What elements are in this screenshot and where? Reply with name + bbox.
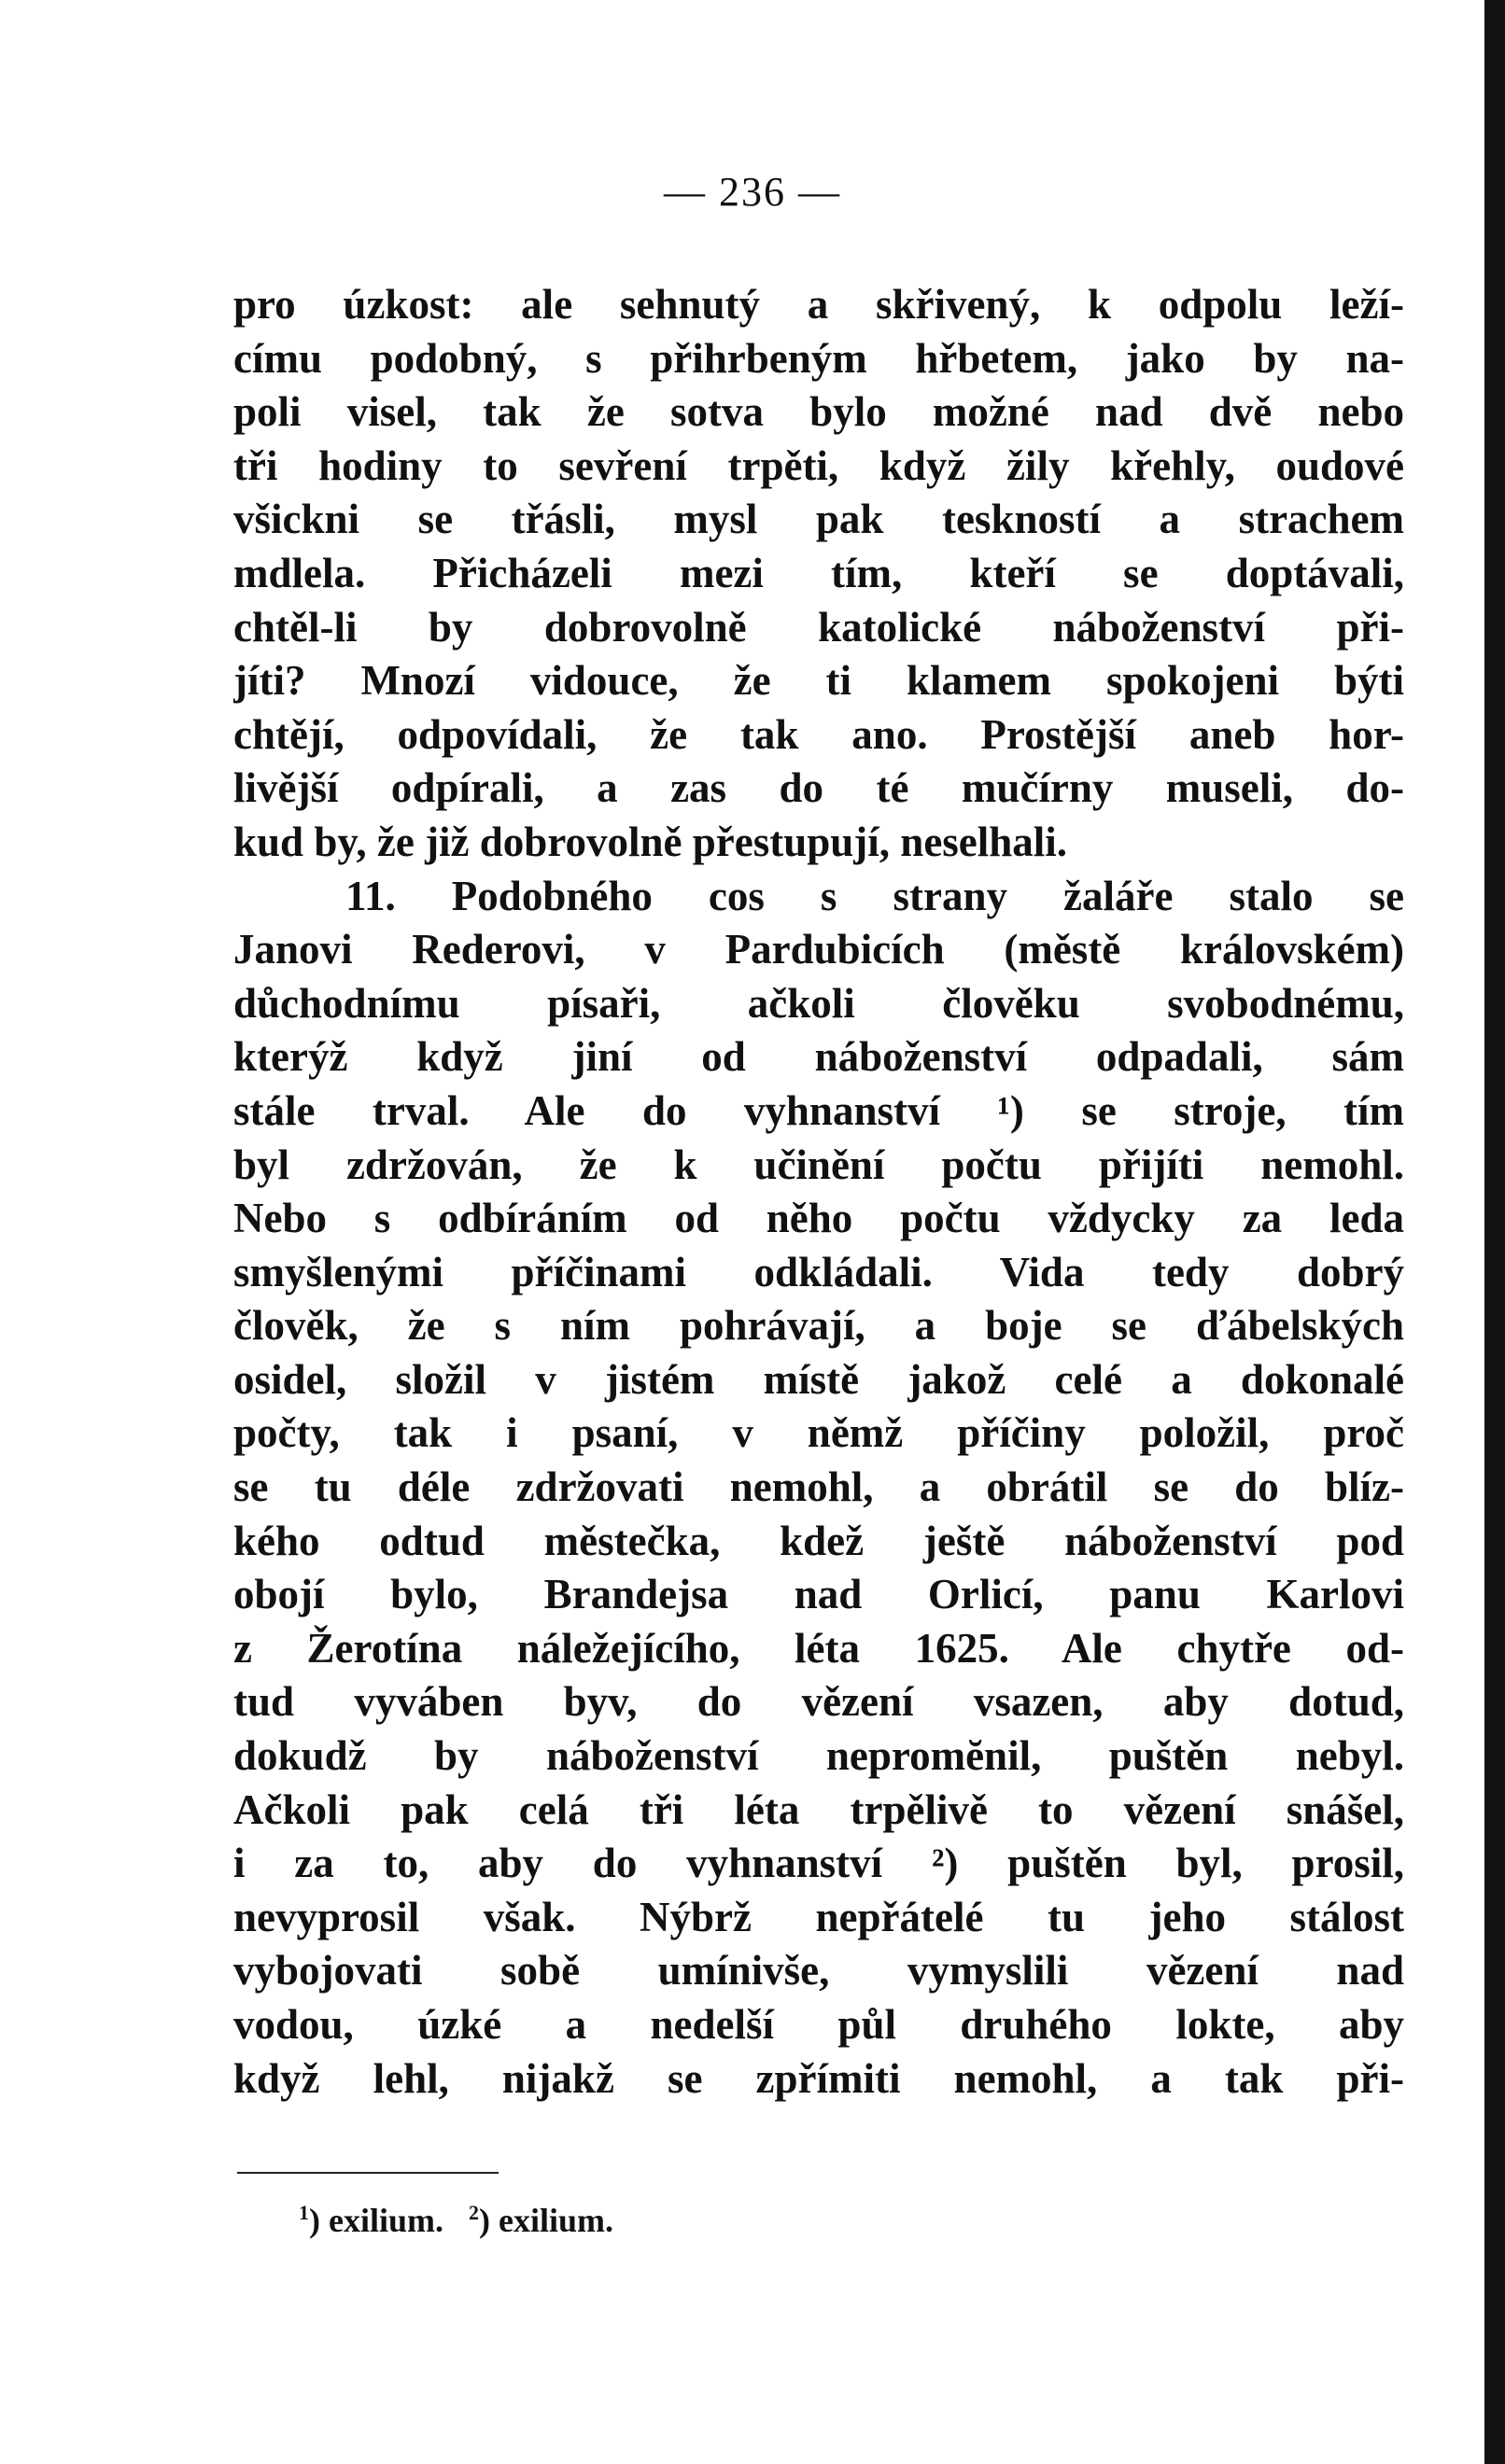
body-text [233,278,1404,2106]
text-line: člověk, že s ním pohrávají, a boje se ďábelských [233,1302,1404,1350]
text-line: kud by, že již dobrovolně přestupují, neselhali. [233,818,1068,865]
footnote-text-2: ) exilium. [478,2202,613,2239]
paragraph-start-line: 11. Podobného cos s strany žaláře stalo se [345,872,1404,919]
text-line: obojí bylo, Brandejsa nad Orlicí, panu Karlovi [233,1571,1404,1618]
text-line: tud vyváben byv, do vězení vsazen, aby dotud, [233,1678,1404,1726]
footnotes [299,2201,613,2240]
text-line: Ačkoli pak celá tři léta trpělivě to vězení snášel, [233,1785,1404,1833]
text-line: počty, tak i psaní, v němž příčiny položil, proč [233,1409,1404,1457]
text-line: címu podobný, s přihrbeným hřbetem, jako by na- [233,334,1404,382]
text-line: kého odtud městečka, kdež ještě náboženství pod [233,1517,1404,1564]
footnote-marker-2: 2 [468,2201,479,2224]
text-line: i za to, aby do vyhnanství ²) puštěn byl, prosil, [233,1840,1404,1887]
text-line: mdlela. Přicházeli mezi tím, kteří se doptávali, [233,549,1404,596]
text-line: vybojovati sobě umínivše, vymyslili vězení nad [233,1947,1404,1995]
footnote-text-1: ) exilium. [309,2202,443,2239]
text-line: livější odpírali, a zas do té mučírny museli, do- [233,764,1404,812]
text-line: důchodnímu písaři, ačkoli člověku svobodnému, [233,979,1404,1027]
text-line: pro úzkost: ale sehnutý a skřivený, k odpolu leží- [233,281,1404,328]
text-line: se tu déle zdržovati nemohl, a obrátil se do blíz- [233,1463,1404,1511]
page-number: — 236 — [664,169,841,215]
text-line: Nebo s odbíráním od něho počtu vždycky za leda [233,1195,1404,1242]
text-line: dokudž by náboženství nepromĕnil, puštěn nebyl. [233,1732,1404,1780]
text-line: stále trval. Ale do vyhnanství ¹) se stroje, tím [233,1086,1404,1134]
text-line: osidel, složil v jistém místě jakož celé a dokonalé [233,1355,1404,1403]
scan-edge [1484,0,1505,2464]
text-line: z Žerotína náležejícího, léta 1625. Ale chytře od- [233,1624,1404,1672]
text-line: kterýž když jiní od náboženství odpadali, sám [233,1033,1404,1081]
text-line: Janovi Rederovi, v Pardubicích (městě královském) [233,926,1404,973]
text-line: chtěl-li by dobrovolně katolické náboženství při- [233,603,1404,651]
text-line: chtějí, odpovídali, že tak ano. Prostější aneb hor- [233,710,1404,758]
text-line: když lehl, nijakž se zpřímiti nemohl, a tak při- [233,2054,1404,2102]
text-line: smyšlenými příčinami odkládali. Vida tedy dobrý [233,1248,1404,1295]
text-line: poli visel, tak že sotva bylo možné nad dvě nebo [233,388,1404,436]
text-line: vodou, úzké a nedelší půl druhého lokte, aby [233,2001,1404,2048]
text-line: byl zdržován, že k učinění počtu přijíti nemohl. [233,1141,1404,1188]
text-line: nevyprosil však. Nýbrž nepřátelé tu jeho stálost [233,1893,1404,1940]
text-line: všickni se třásli, mysl pak teskností a strachem [233,496,1404,543]
text-line: jíti? Mnozí vidouce, že ti klamem spokojeni býti [233,657,1404,705]
text-line: tři hodiny to sevření trpěti, když žily křehly, oudové [233,441,1404,489]
footnote-divider [237,2172,499,2174]
footnote-marker-1: 1 [299,2201,309,2224]
